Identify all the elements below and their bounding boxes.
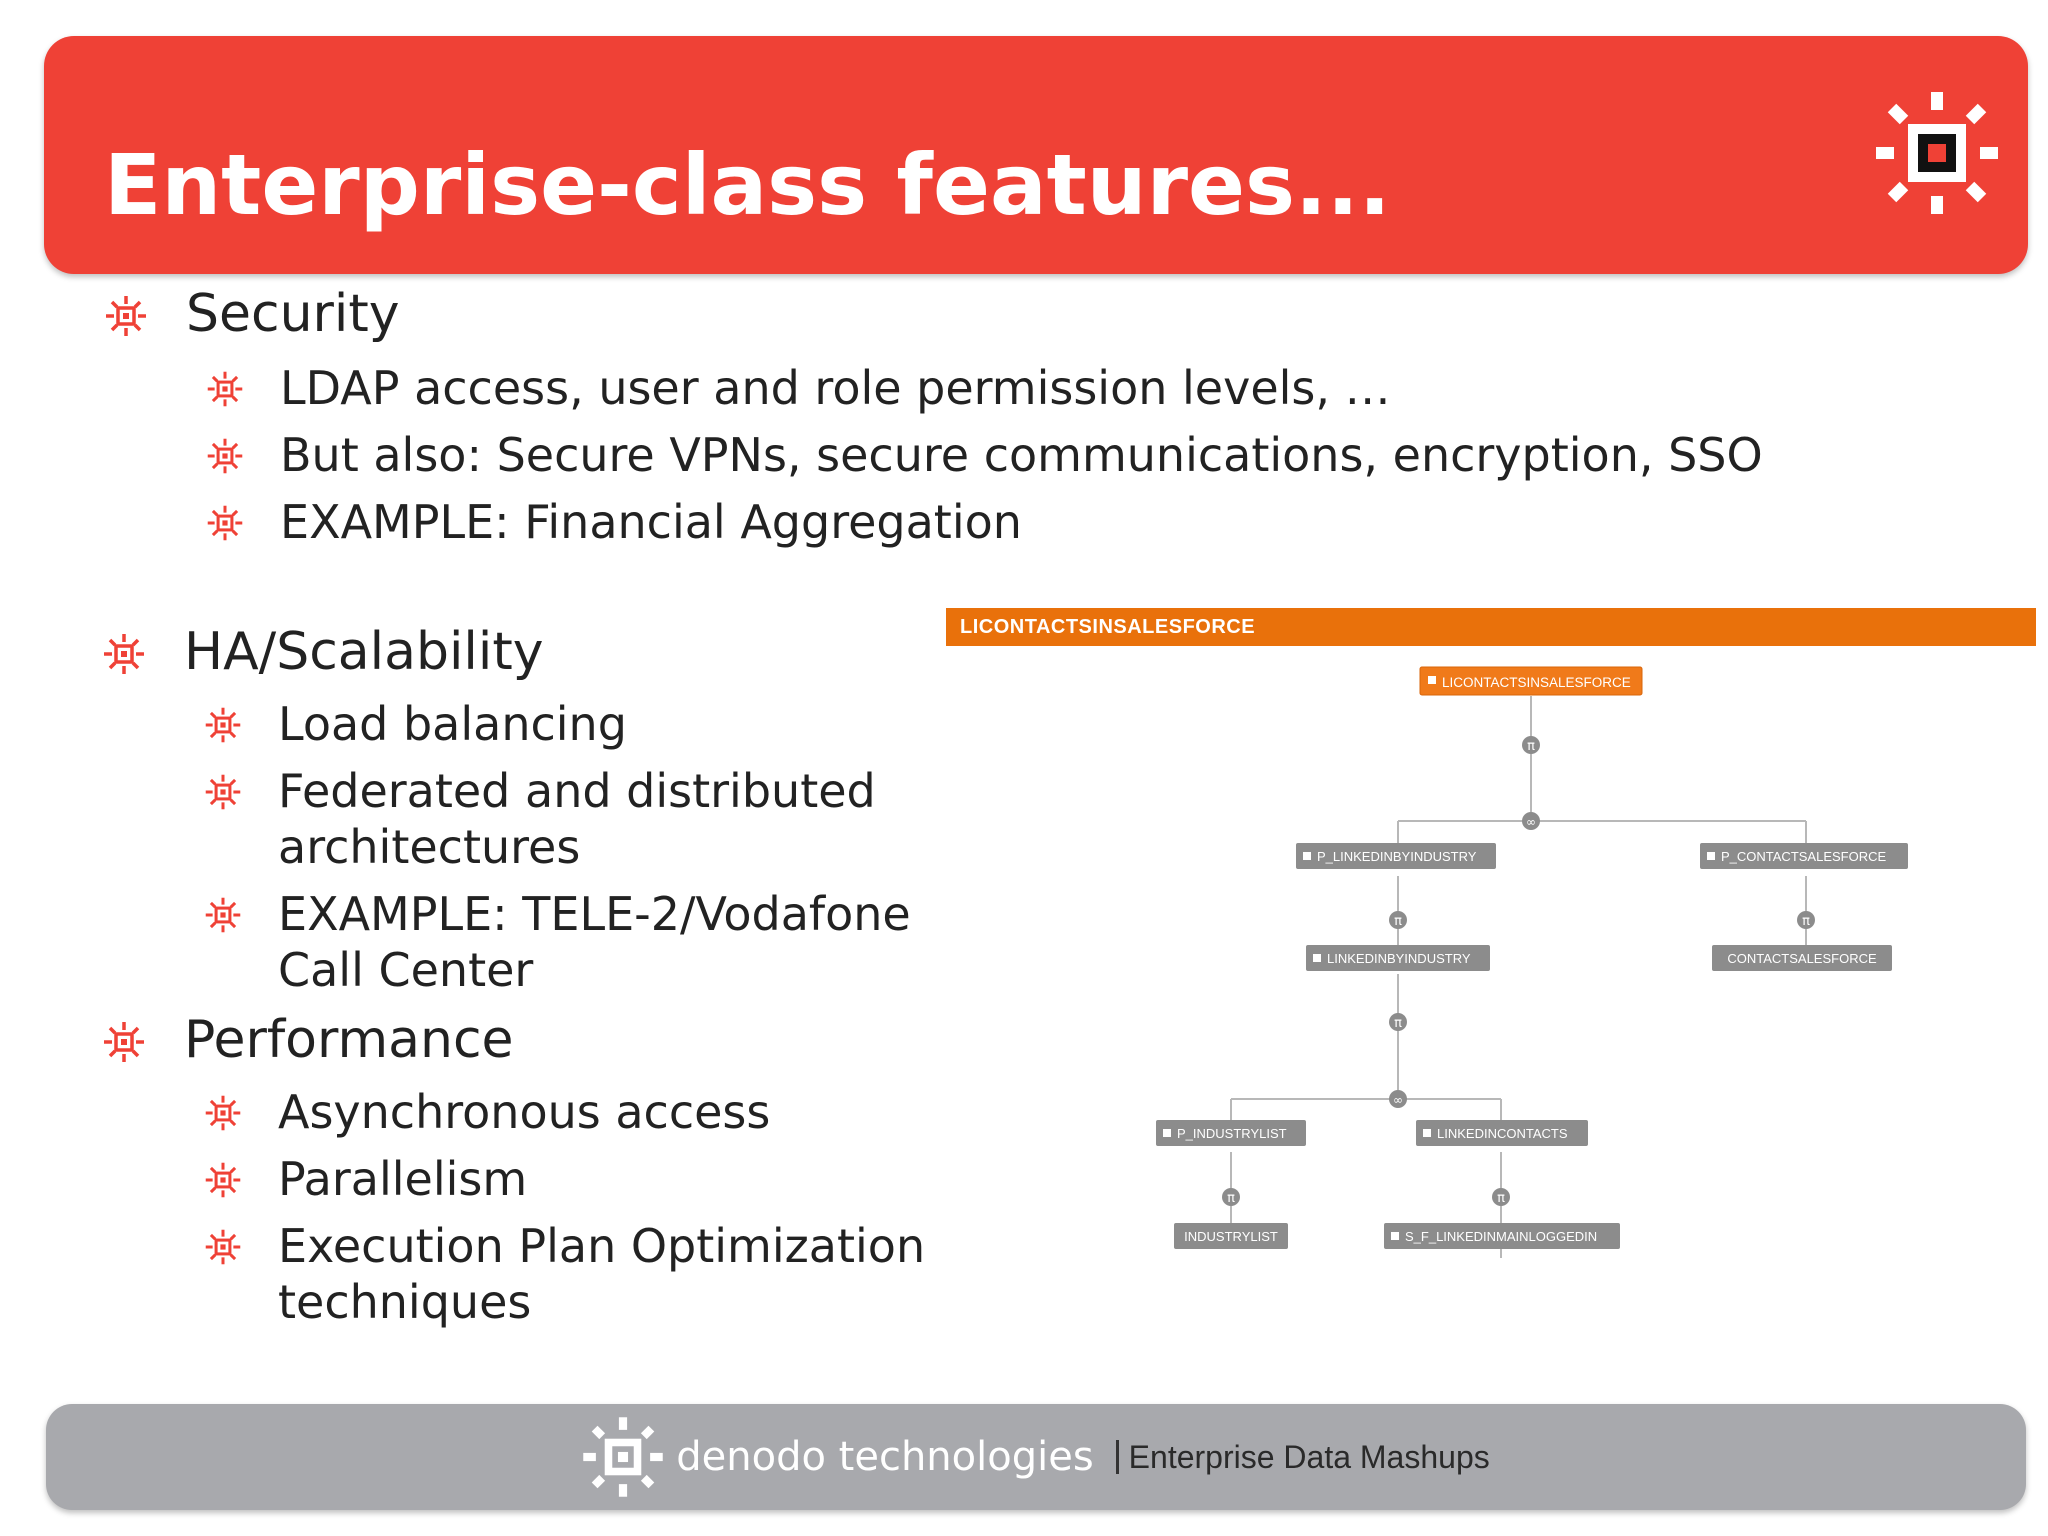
operator-symbol: π — [1394, 914, 1402, 929]
bullet-text: Security — [186, 284, 400, 344]
projection-operator-icon — [1797, 911, 1815, 929]
plan-node-linkedin-contacts — [1416, 1120, 1588, 1146]
bullet-text: But also: Secure VPNs, secure communications, encryption, SSO — [280, 428, 1763, 482]
plan-node-sf-linkedin-main-logged-in — [1384, 1223, 1620, 1249]
plan-node-label: LINKEDINCONTACTS — [1437, 1126, 1568, 1141]
plan-node-label: S_F_LINKEDINMAINLOGGEDIN — [1405, 1229, 1598, 1244]
slide-footer — [46, 1404, 2026, 1510]
operator-symbol: ∞ — [1526, 815, 1536, 829]
join-operator-icon — [1389, 1090, 1407, 1108]
sun-bullet-icon — [204, 1161, 242, 1199]
join-operator-icon — [1522, 812, 1540, 830]
plan-node-label: P_LINKEDINBYINDUSTRY — [1317, 849, 1477, 864]
sub-bullet — [204, 1218, 925, 1330]
sun-bullet-icon — [206, 437, 244, 475]
plan-node-p-industry-list — [1156, 1120, 1306, 1146]
bullet-ha-scalability — [102, 624, 543, 680]
operator-symbol: π — [1497, 1191, 1505, 1206]
slide-title: Enterprise-class features... — [104, 136, 1391, 234]
plan-node-label: CONTACTSALESFORCE — [1727, 951, 1877, 966]
plan-header-bar: LICONTACTSINSALESFORCE — [946, 608, 2036, 646]
plan-node-label: LICONTACTSINSALESFORCE — [1442, 675, 1631, 690]
bullet-text: Execution Plan Optimization techniques — [278, 1219, 926, 1329]
sun-bullet-icon — [102, 632, 146, 676]
bullet-text: Performance — [184, 1010, 514, 1070]
slide-header — [44, 36, 2028, 274]
plan-node-p-linkedin-by-industry — [1296, 843, 1496, 869]
bullet-text: LDAP access, user and role permission levels, … — [280, 361, 1391, 415]
plan-node-label: P_CONTACTSALESFORCE — [1721, 849, 1887, 864]
plan-node-p-contact-salesforce — [1700, 843, 1908, 869]
footer-brand: denodo technologies — [676, 1434, 1094, 1480]
operator-symbol: π — [1527, 739, 1535, 754]
sun-bullet-icon — [206, 504, 244, 542]
execution-plan-diagram — [946, 608, 2036, 1288]
bullet-performance — [102, 1012, 514, 1068]
projection-operator-icon — [1222, 1188, 1240, 1206]
operator-symbol: π — [1394, 1016, 1402, 1031]
bullet-text: EXAMPLE: Financial Aggregation — [280, 495, 1022, 549]
sub-bullet — [206, 427, 1763, 483]
operator-symbol: π — [1802, 914, 1810, 929]
projection-operator-icon — [1492, 1188, 1510, 1206]
projection-operator-icon — [1389, 911, 1407, 929]
sub-bullet — [204, 1151, 527, 1207]
footer-divider — [1116, 1440, 1119, 1474]
operator-symbol: π — [1227, 1191, 1235, 1206]
bullet-text: Parallelism — [278, 1152, 528, 1206]
sun-bullet-icon — [204, 773, 242, 811]
projection-operator-icon — [1389, 1013, 1407, 1031]
sun-bullet-icon — [204, 1094, 242, 1132]
sun-bullet-icon — [104, 294, 148, 338]
plan-tree — [946, 608, 2036, 1288]
sun-bullet-icon — [102, 1020, 146, 1064]
bullet-text: Load balancing — [278, 697, 627, 751]
footer-tagline: Enterprise Data Mashups — [1128, 1438, 1490, 1475]
bullet-text: HA/Scalability — [184, 622, 544, 682]
denodo-logo-icon — [582, 1416, 664, 1498]
bullet-security — [104, 286, 400, 342]
plan-node-label: LINKEDINBYINDUSTRY — [1327, 951, 1471, 966]
plan-node-linkedin-by-industry — [1306, 945, 1490, 971]
plan-node-label: P_INDUSTRYLIST — [1177, 1126, 1287, 1141]
plan-node-root — [1420, 667, 1642, 695]
sub-bullet — [204, 763, 876, 875]
sub-bullet — [204, 696, 627, 752]
plan-node-industry-list — [1174, 1223, 1288, 1249]
sub-bullet — [206, 360, 1391, 416]
plan-node-label: INDUSTRYLIST — [1184, 1229, 1278, 1244]
sun-bullet-icon — [204, 896, 242, 934]
sun-bullet-icon — [206, 370, 244, 408]
plan-node-contact-salesforce — [1712, 945, 1892, 971]
sun-bullet-icon — [204, 1228, 242, 1266]
denodo-sun-icon — [1872, 88, 2002, 218]
bullet-text: Asynchronous access — [278, 1085, 771, 1139]
operator-symbol: ∞ — [1393, 1093, 1403, 1107]
bullet-text: Federated and distributed architectures — [278, 764, 876, 874]
sub-bullet — [206, 494, 1022, 550]
sub-bullet — [204, 1084, 770, 1140]
sun-bullet-icon — [204, 706, 242, 744]
projection-operator-icon — [1522, 736, 1540, 754]
bullet-text: EXAMPLE: TELE-2/Vodafone Call Center — [278, 887, 911, 997]
sub-bullet — [204, 886, 911, 998]
